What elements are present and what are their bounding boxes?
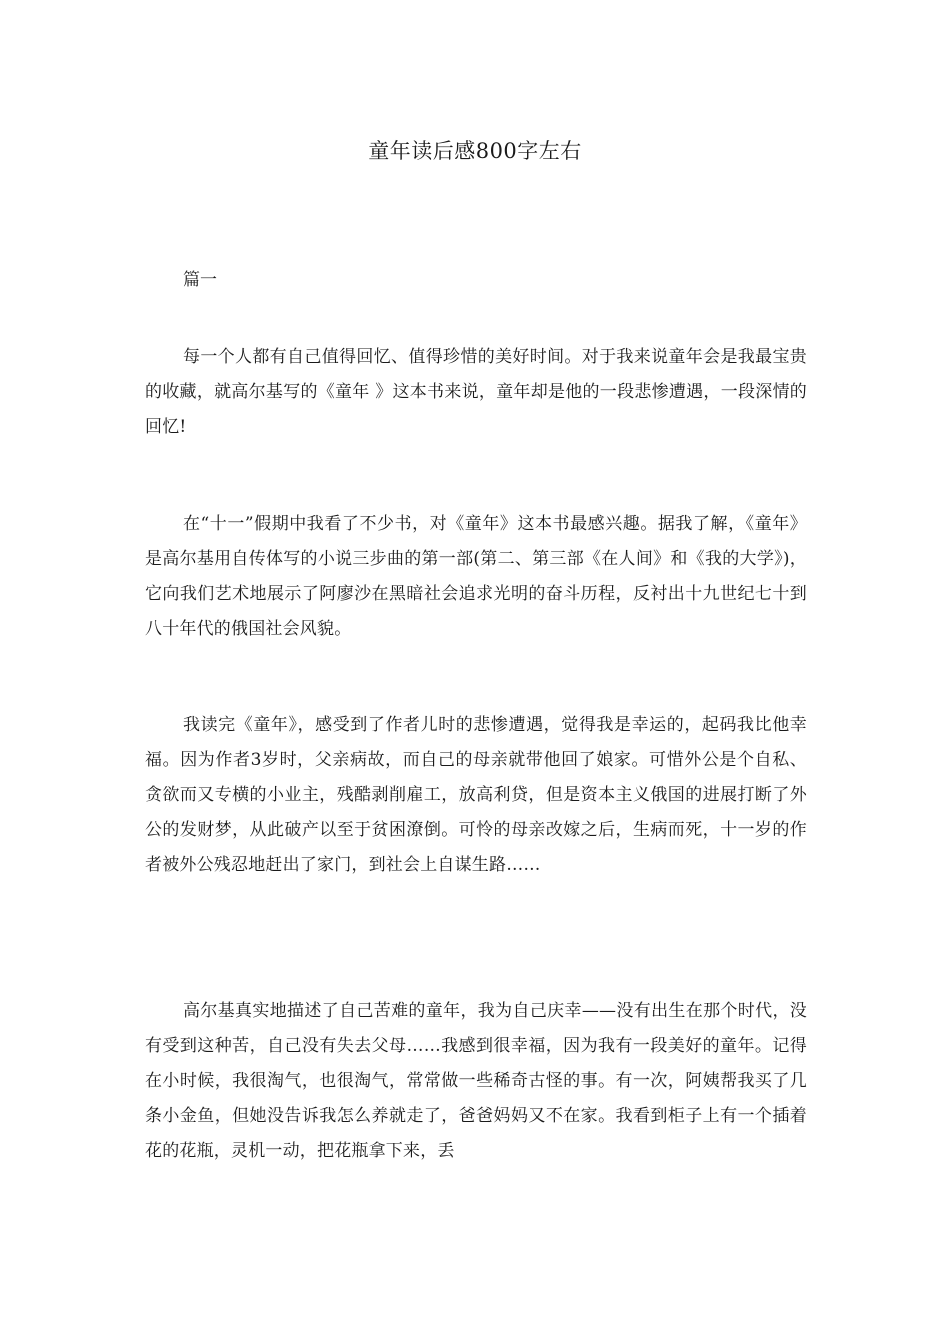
paragraph-1: 每一个人都有自己值得回忆、值得珍惜的美好时间。对于我来说童年会是我最宝贵的收藏，就高尔基写的《童年 》这本书来说，童年却是他的一段悲惨遭遇，一段深情的回忆! <box>145 347 807 437</box>
document-title: 童年读后感800字左右 <box>368 139 582 163</box>
paragraph-2: 在“十一”假期中我看了不少书，对《童年》这本书最感兴趣。据我了解，《童年》是高尔基用自传体写的小说三步曲的第一部(第二、第三部《在人间》和《我的大学》)，它向我们艺术地展示了阿廖沙在黑暗社会追求光明的奋斗历程，反衬出十九世纪七十到八十年代的俄国社会风貌。 <box>145 514 807 639</box>
section-label: 篇一 <box>183 270 217 290</box>
paragraph-4: 高尔基真实地描述了自己苦难的童年，我为自己庆幸——没有出生在那个时代，没有受到这种苦，自己没有失去父母……我感到很幸福，因为我有一段美好的童年。记得在小时候，我很淘气，也很淘气，常常做一些稀奇古怪的事。有一次，阿姨帮我买了几条小金鱼，但她没告诉我怎么养就走了，爸爸妈妈又不在家。我看到柜子上有一个插着花的花瓶，灵机一动，把花瓶拿下来，丢 <box>145 1001 807 1161</box>
paragraph-3: 我读完《童年》，感受到了作者儿时的悲惨遭遇，觉得我是幸运的，起码我比他幸福。因为作者3岁时，父亲病故，而自己的母亲就带他回了娘家。可惜外公是个自私、贪欲而又专横的小业主，残酷剥削雇工，放高利贷，但是资本主义俄国的进展打断了外公的发财梦，从此破产以至于贫困潦倒。可怜的母亲改嫁之后，生病而死，十一岁的作者被外公残忍地赶出了家门，到社会上自谋生路…… <box>145 715 807 875</box>
